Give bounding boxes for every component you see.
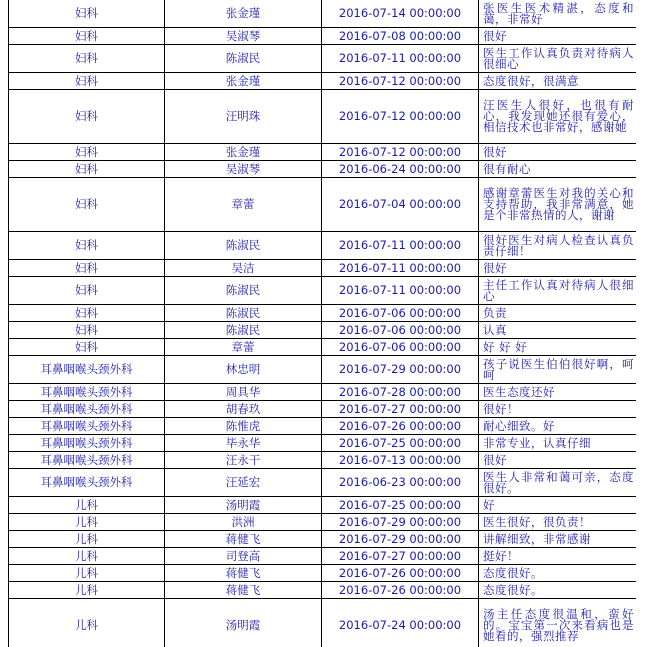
review-date-cell: 2016-07-12 00:00:00 — [322, 144, 479, 161]
comment-cell: 很好 — [479, 144, 637, 161]
doctor-name-cell: 蒋健飞 — [165, 565, 322, 582]
review-date-cell: 2016-07-11 00:00:00 — [322, 277, 479, 305]
comment-cell: 耐心细致。好 — [479, 418, 637, 435]
comment-cell: 很有耐心 — [479, 161, 637, 178]
review-date-cell: 2016-07-24 00:00:00 — [322, 599, 479, 647]
review-date-cell: 2016-07-14 00:00:00 — [322, 0, 479, 28]
table-row — [9, 548, 637, 565]
doctor-name-cell: 汪永干 — [165, 452, 322, 469]
table-row — [9, 322, 637, 339]
doctor-name-cell: 陈淑民 — [165, 45, 322, 73]
comment-cell: 态度很好。 — [479, 582, 637, 599]
table-row — [9, 73, 637, 90]
department-cell: 儿科 — [9, 497, 165, 514]
doctor-name-cell: 蒋健飞 — [165, 531, 322, 548]
comment-cell: 医生很好，很负责！ — [479, 514, 637, 531]
review-date-cell: 2016-07-26 00:00:00 — [322, 418, 479, 435]
table-row — [9, 514, 637, 531]
comment-cell: 负责 — [479, 305, 637, 322]
table-row — [9, 435, 637, 452]
review-date-cell: 2016-06-24 00:00:00 — [322, 161, 479, 178]
department-cell: 耳鼻咽喉头颈外科 — [9, 418, 165, 435]
comment-cell: 挺好！ — [479, 548, 637, 565]
doctor-name-cell: 陈淑民 — [165, 277, 322, 305]
review-date-cell: 2016-07-11 00:00:00 — [322, 232, 479, 260]
doctor-name-cell: 汤明霞 — [165, 599, 322, 647]
comment-cell: 态度很好。 — [479, 565, 637, 582]
department-cell: 耳鼻咽喉头颈外科 — [9, 452, 165, 469]
department-cell: 耳鼻咽喉头颈外科 — [9, 435, 165, 452]
table-row — [9, 232, 637, 260]
comment-cell: 医生工作认真负责对待病人很细心 — [479, 45, 637, 73]
doctor-name-cell: 蒋健飞 — [165, 582, 322, 599]
review-date-cell: 2016-07-29 00:00:00 — [322, 531, 479, 548]
department-cell: 耳鼻咽喉头颈外科 — [9, 469, 165, 497]
doctor-name-cell: 洪洲 — [165, 514, 322, 531]
comment-cell: 很好 — [479, 452, 637, 469]
comment-cell: 很好 — [479, 260, 637, 277]
review-date-cell: 2016-07-11 00:00:00 — [322, 260, 479, 277]
department-cell: 儿科 — [9, 531, 165, 548]
comment-cell: 医生态度还好 — [479, 384, 637, 401]
review-date-cell: 2016-07-28 00:00:00 — [322, 384, 479, 401]
comment-cell: 汪医生人很好，也很有耐心，我发现她还很有爱心，相信技术也非常好，感谢她 — [479, 90, 637, 144]
comment-cell: 感谢章蕾医生对我的关心和支持帮助，我非常满意，她是个非常热情的人，谢谢 — [479, 178, 637, 232]
review-date-cell: 2016-07-26 00:00:00 — [322, 582, 479, 599]
department-cell: 妇科 — [9, 28, 165, 45]
doctor-name-cell: 毕永华 — [165, 435, 322, 452]
table-row — [9, 305, 637, 322]
department-cell: 妇科 — [9, 0, 165, 28]
review-date-cell: 2016-07-12 00:00:00 — [322, 73, 479, 90]
doctor-name-cell: 吴洁 — [165, 260, 322, 277]
comment-cell: 好 好 好 — [479, 339, 637, 356]
table-row — [9, 418, 637, 435]
table-row — [9, 277, 637, 305]
table-row — [9, 356, 637, 384]
table-row — [9, 599, 637, 647]
doctor-name-cell: 林忠明 — [165, 356, 322, 384]
review-date-cell: 2016-07-04 00:00:00 — [322, 178, 479, 232]
review-date-cell: 2016-07-29 00:00:00 — [322, 356, 479, 384]
doctor-name-cell: 周具华 — [165, 384, 322, 401]
table-row — [9, 260, 637, 277]
doctor-name-cell: 陈淑民 — [165, 232, 322, 260]
comment-cell: 很好！ — [479, 401, 637, 418]
doctor-name-cell: 陈惟虎 — [165, 418, 322, 435]
doctor-name-cell: 吴淑琴 — [165, 161, 322, 178]
department-cell: 妇科 — [9, 144, 165, 161]
department-cell: 儿科 — [9, 599, 165, 647]
review-date-cell: 2016-07-27 00:00:00 — [322, 548, 479, 565]
department-cell: 耳鼻咽喉头颈外科 — [9, 356, 165, 384]
comment-cell: 医生人非常和蔼可亲，态度很好。 — [479, 469, 637, 497]
department-cell: 儿科 — [9, 565, 165, 582]
comment-cell: 认真 — [479, 322, 637, 339]
comment-cell: 很好 — [479, 28, 637, 45]
comment-cell: 汤主任态度很温和，蛮好的。宝宝第一次来看病也是她看的，强烈推荐 — [479, 599, 637, 647]
department-cell: 妇科 — [9, 178, 165, 232]
review-date-cell: 2016-07-13 00:00:00 — [322, 452, 479, 469]
review-date-cell: 2016-07-06 00:00:00 — [322, 339, 479, 356]
table-row — [9, 565, 637, 582]
review-date-cell: 2016-07-25 00:00:00 — [322, 435, 479, 452]
review-date-cell: 2016-07-26 00:00:00 — [322, 565, 479, 582]
comment-cell: 好 — [479, 497, 637, 514]
department-cell: 儿科 — [9, 514, 165, 531]
table-row — [9, 161, 637, 178]
doctor-name-cell: 章蕾 — [165, 339, 322, 356]
review-date-cell: 2016-07-12 00:00:00 — [322, 90, 479, 144]
reviews-table-container — [8, 0, 636, 647]
doctor-name-cell: 张金瑾 — [165, 144, 322, 161]
department-cell: 妇科 — [9, 277, 165, 305]
review-date-cell: 2016-07-06 00:00:00 — [322, 305, 479, 322]
department-cell: 妇科 — [9, 73, 165, 90]
table-row — [9, 45, 637, 73]
comment-cell: 主任工作认真对待病人很细心 — [479, 277, 637, 305]
department-cell: 儿科 — [9, 548, 165, 565]
department-cell: 妇科 — [9, 161, 165, 178]
table-row — [9, 452, 637, 469]
comment-cell: 张医生医术精湛，态度和蔼，非常好 — [479, 0, 637, 28]
table-row — [9, 531, 637, 548]
doctor-name-cell: 陈淑民 — [165, 322, 322, 339]
table-row — [9, 178, 637, 232]
table-row — [9, 0, 637, 28]
table-row — [9, 90, 637, 144]
doctor-reviews-table — [8, 0, 636, 647]
table-row — [9, 144, 637, 161]
department-cell: 妇科 — [9, 232, 165, 260]
review-date-cell: 2016-06-23 00:00:00 — [322, 469, 479, 497]
table-row — [9, 339, 637, 356]
doctor-name-cell: 张金瑾 — [165, 73, 322, 90]
department-cell: 妇科 — [9, 305, 165, 322]
department-cell: 耳鼻咽喉头颈外科 — [9, 384, 165, 401]
table-row — [9, 497, 637, 514]
comment-cell: 讲解细致，非常感谢 — [479, 531, 637, 548]
table-row — [9, 582, 637, 599]
table-row — [9, 384, 637, 401]
doctor-name-cell: 司登高 — [165, 548, 322, 565]
department-cell: 妇科 — [9, 322, 165, 339]
doctor-name-cell: 陈淑民 — [165, 305, 322, 322]
doctor-name-cell: 吴淑琴 — [165, 28, 322, 45]
review-date-cell: 2016-07-29 00:00:00 — [322, 514, 479, 531]
department-cell: 儿科 — [9, 582, 165, 599]
review-date-cell: 2016-07-25 00:00:00 — [322, 497, 479, 514]
department-cell: 妇科 — [9, 260, 165, 277]
review-date-cell: 2016-07-11 00:00:00 — [322, 45, 479, 73]
comment-cell: 非常专业，认真仔细 — [479, 435, 637, 452]
review-date-cell: 2016-07-08 00:00:00 — [322, 28, 479, 45]
comment-cell: 很好医生对病人检查认真负责仔细！ — [479, 232, 637, 260]
doctor-name-cell: 汪明珠 — [165, 90, 322, 144]
comment-cell: 孩子说医生伯伯很好啊，呵呵 — [479, 356, 637, 384]
department-cell: 妇科 — [9, 45, 165, 73]
department-cell: 妇科 — [9, 90, 165, 144]
doctor-name-cell: 张金瑾 — [165, 0, 322, 28]
doctor-name-cell: 汪延宏 — [165, 469, 322, 497]
table-row — [9, 28, 637, 45]
review-date-cell: 2016-07-27 00:00:00 — [322, 401, 479, 418]
table-row — [9, 401, 637, 418]
doctor-name-cell: 胡春玖 — [165, 401, 322, 418]
department-cell: 妇科 — [9, 339, 165, 356]
doctor-name-cell: 汤明霞 — [165, 497, 322, 514]
table-row — [9, 469, 637, 497]
comment-cell: 态度很好，很满意 — [479, 73, 637, 90]
department-cell: 耳鼻咽喉头颈外科 — [9, 401, 165, 418]
review-date-cell: 2016-07-06 00:00:00 — [322, 322, 479, 339]
reviews-table-body — [9, 0, 637, 647]
doctor-name-cell: 章蕾 — [165, 178, 322, 232]
